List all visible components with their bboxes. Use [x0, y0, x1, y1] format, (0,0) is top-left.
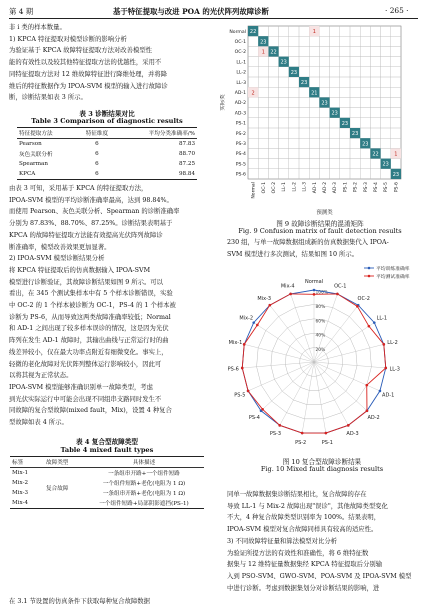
text-line: 同特征提取方法对 12 维故障特征进行降维处理，并将降 [9, 70, 168, 78]
text-line: 能的有效性以及较其他特征提取方法的优越性，采用不 [9, 59, 162, 67]
table-cell: 6 [95, 161, 99, 167]
matrix-col-label: OC-1 [261, 182, 267, 194]
matrix-row-label: LL-1 [236, 60, 246, 66]
radar-point [325, 432, 328, 435]
text-line: 和 AD-1 之间出现了较多样本误诊的情况，这是因为光伏 [9, 325, 169, 333]
text-line: 由表 3 可知，采用基于 KPCA 的特征提取方法， [9, 185, 148, 192]
matrix-row-label: AD-2 [234, 101, 246, 107]
fig10-caption: 图 10 复合型故障诊断结果 [282, 458, 362, 466]
running-title: 基于特征提取与改进 POA 的光伏阵列故障诊断 [113, 7, 269, 16]
left-body-text [9, 183, 205, 429]
right-intro-text [227, 237, 420, 260]
radar-point [382, 343, 385, 346]
table-row [17, 139, 197, 150]
radar-point [347, 424, 350, 427]
text-line: 轻微的老化故障对光伏阵列整体运行影响较小，因此可 [9, 360, 162, 368]
text-line: 入到 PSO-SVM、GWO-SVM、POA-SVM 及 IPOA-SVM 模型 [227, 572, 412, 580]
radar-category-label: LL-1 [376, 315, 388, 322]
text-line: 中 OC-2 的 1 个样本被诊断为 OC-1，PS-4 的 1 个样本被 [9, 302, 176, 310]
matrix-diagonal-value: 23 [341, 120, 349, 127]
radar-point [278, 424, 281, 427]
table-cell: Mix-4 [12, 500, 29, 506]
radar-point [247, 390, 250, 393]
radar-category-label: Normal [304, 279, 324, 285]
radar-point [356, 305, 359, 308]
matrix-error-value: 1 [394, 151, 398, 158]
radar-category-label: PS-6 [227, 366, 239, 373]
left-intro-text [9, 22, 205, 104]
table4-title-en: Table 4 mixed fault types [60, 446, 154, 454]
table3-header: 特征提取方法 [17, 128, 76, 139]
radar-category-label: LL-3 [389, 366, 400, 373]
matrix-col-label: OC-2 [272, 182, 277, 194]
matrix-row-label: LL-2 [236, 70, 246, 76]
matrix-diagonal-value: 23 [280, 59, 287, 66]
matrix-row-label: LL-3 [236, 80, 246, 86]
table3-header: 平均分类准确率/% [118, 128, 197, 139]
table3 [17, 127, 197, 180]
radar-category-label: OC-2 [357, 296, 370, 303]
radar-spoke [314, 362, 367, 411]
radar-point [268, 304, 271, 307]
radar-tick-label: 20% [315, 348, 326, 354]
table4-title: 表 4 复合型故障类型 [76, 438, 138, 446]
text-line: 模型进行诊断验证，其故障诊断结果如图 9 所示。可以 [9, 278, 163, 286]
radar-category-label: Mix-4 [280, 283, 295, 290]
radar-spoke [261, 362, 314, 411]
radar-point [261, 408, 264, 411]
issue-number: 第 4 期 [9, 7, 34, 16]
matrix-diagonal-value: 22 [372, 151, 379, 158]
text-line: 同单一故障数据集诊断结果相比，复合故障的存在 [227, 491, 367, 498]
table-row [17, 169, 197, 179]
radar-point [256, 324, 259, 327]
fig9-caption: 图 9 故障诊断结果的混淆矩阵 [276, 220, 364, 228]
matrix-row-label: PS-4 [235, 152, 246, 158]
matrix-row-label: OC-2 [234, 50, 246, 56]
table-cell: 87.25 [178, 161, 195, 167]
legend-marker [368, 275, 371, 278]
text-line: 中进行诊断。考虑到数据集划分对诊断结果的影响，进 [227, 584, 380, 592]
table-cell: 复合故障 [46, 486, 69, 492]
matrix-diagonal-value: 23 [331, 110, 338, 117]
radar-category-label: PS-1 [321, 439, 333, 446]
radar-point [252, 321, 255, 324]
text-line: 非 i 类的样本数量。 [9, 24, 66, 31]
matrix-col-label: AD-1 [312, 182, 318, 194]
text-line: 分别为 87.83%、88.70%、87.25%。诊断结果表明基于 [9, 220, 173, 228]
table-cell: KPCA [19, 171, 36, 177]
matrix-col-label: PS-5 [384, 182, 390, 193]
radar-spoke [244, 344, 314, 362]
text-line: 断，诊断结果如表 3 所示。 [9, 94, 87, 102]
matrix-row-label: PS-2 [235, 131, 246, 137]
matrix-col-label: AD-2 [323, 182, 328, 194]
legend-marker [368, 267, 371, 270]
radar-category-label: PS-4 [248, 414, 261, 421]
matrix-row-label: AD-1 [234, 91, 246, 96]
table4-header: 标签 [10, 457, 44, 468]
radar-spoke [314, 344, 384, 362]
matrix-col-label: PS-3 [363, 182, 369, 193]
matrix-col-label: LL-1 [282, 182, 288, 192]
radar-category-label: Mix-3 [257, 296, 272, 303]
table-cell: Pearson [19, 141, 42, 147]
text-line: 230 组，与单一故障数据组成新的仿真数据集代入 IPOA- [227, 239, 389, 246]
text-line: 诊断为 PS-6，从而导致这两类故障准确率较低；Normal [9, 313, 171, 321]
table-cell: 灰色关联分析 [19, 152, 53, 158]
matrix-col-label: LL-2 [292, 182, 298, 192]
section-heading: 3) 不同故障特征量和算法模型对比分析 [227, 537, 338, 545]
table3-title-en: Table 3 Comparison of diagnostic results [31, 117, 183, 125]
radar-category-label: AD-2 [367, 414, 380, 421]
right-body-text [227, 489, 420, 594]
text-line: 将 KPCA 特征提取后的仿真数据输入 IPOA-SVM [9, 266, 151, 274]
radar-spoke [314, 323, 374, 362]
matrix-col-label: AD-3 [333, 182, 339, 194]
matrix-diagonal-value: 23 [362, 141, 369, 148]
table-cell: 一条组串开路+老化(电阻为 1 Ω) [102, 491, 186, 497]
table-cell: 6 [95, 151, 99, 157]
text-line: KPCA 的故障特征提取方法能有效提高光伏阵列故障诊 [9, 231, 163, 239]
radar-tick-label: 80% [315, 304, 326, 310]
table-cell: 一个组件短路+局部阴影遮挡(PS-1) [99, 501, 189, 507]
radar-spoke [270, 305, 314, 362]
table-cell: 一个组件短路+老化(电阻为 1 Ω) [102, 481, 186, 487]
text-line: 以将其视为正常状态。 [9, 372, 73, 380]
text-line: IPOA-SVM 模型的平均诊断准确率最高，达到 98.84%。 [9, 196, 173, 204]
radar-category-label: AD-3 [346, 431, 359, 438]
confusion-matrix-figure [220, 22, 420, 218]
text-line: IPOA-SVM 模型能够准确识别单一故障类型，考虑 [9, 383, 153, 391]
radar-point [243, 343, 246, 346]
matrix-row-label: PS-6 [235, 172, 246, 178]
text-line: 而使用 Pearson、灰色关联分析、Spearman 的诊断准确率 [9, 208, 180, 216]
radar-spoke [314, 362, 386, 368]
matrix-diagonal-value: 23 [300, 80, 308, 87]
text-line: 为验证所提方法的有效性和准确性，将 6 维特征数 [227, 549, 369, 557]
table-cell: 87.83 [178, 141, 195, 147]
radar-point [365, 384, 368, 387]
text-line: 到光伏实际运行中可能会出现不同组串支路同时发生不 [9, 395, 162, 403]
table3-header: 特征维度 [76, 128, 118, 139]
matrix-error-value: 2 [251, 90, 255, 97]
radar-category-label: AD-1 [382, 392, 395, 399]
radar-tick-label: 60% [315, 319, 326, 325]
radar-point [384, 367, 387, 370]
table-row [10, 468, 204, 479]
matrix-diagonal-value: 23 [382, 161, 389, 168]
radar-category-label: Mix-1 [228, 340, 243, 347]
radar-category-label: LL-2 [387, 340, 398, 347]
matrix-col-label: LL-3 [302, 182, 308, 192]
radar-tick-label: 100% [315, 290, 329, 296]
radar-point [241, 367, 244, 370]
matrix-diagonal-value: 23 [351, 131, 359, 138]
radar-spoke [314, 362, 380, 391]
radar-point [313, 289, 316, 292]
table-cell: 一条组串开路+一个组件短路 [108, 471, 180, 477]
table4-header: 具体描述 [84, 457, 204, 468]
table-cell: Mix-2 [12, 480, 29, 486]
matrix-x-axis-title: 预测类 [316, 210, 333, 216]
legend-label: 平均训练准确率 [376, 266, 410, 272]
radar-point [336, 293, 339, 296]
text-line: 阵列在发生 AD-1 故障时，其输出曲线与正常运行时的曲 [9, 337, 169, 345]
table-cell: Mix-3 [12, 490, 29, 496]
section-heading: 1) KPCA 特征提取对模型诊断的影响分析 [9, 35, 127, 43]
matrix-diagonal-value: 23 [290, 69, 298, 76]
matrix-y-axis-title: 实际类 [220, 94, 226, 111]
matrix-diagonal-value: 22 [270, 49, 277, 56]
matrix-diagonal-value: 21 [311, 90, 318, 97]
page-number: · 265 · [385, 6, 409, 15]
text-line: 同故障的复合型故障(mixed fault，Mix)，设置 4 种复合 [9, 407, 172, 415]
matrix-col-label: PS-1 [343, 182, 349, 193]
radar-category-label: PS-2 [295, 439, 307, 446]
radar-spoke [291, 294, 314, 362]
table4 [10, 456, 204, 509]
matrix-row-label: AD-3 [234, 111, 246, 117]
matrix-diagonal-value: 22 [249, 29, 257, 36]
table-row [10, 498, 204, 508]
matrix-row-label: PS-3 [235, 142, 246, 147]
table-cell: 88.70 [178, 151, 195, 157]
text-line: 导致 LL-1 与 Mix-2 故障出现"误诊"，其他故障类型变化 [227, 502, 388, 510]
text-line: 看出，在 345 个测试集样本中有 5 个样本诊断错误，实验 [9, 290, 173, 298]
radar-spoke [254, 323, 314, 362]
matrix-col-label: PS-6 [394, 182, 400, 193]
table-cell: Spearman [19, 161, 48, 167]
table-row [17, 149, 197, 159]
section-heading: 2) IPOA-SVM 模型诊断结果分析 [9, 255, 105, 263]
matrix-col-label: PS-4 [374, 182, 379, 193]
matrix-row-label: Normal [229, 29, 246, 35]
legend-label: 平均测试准确率 [376, 274, 410, 280]
text-line: SVM 模型进行多次测试，结果如图 10 所示。 [227, 250, 359, 258]
matrix-diagonal-value: 23 [392, 171, 400, 178]
table3-title: 表 3 诊断结果对比 [79, 110, 135, 118]
table4-header: 故障类型 [44, 457, 84, 468]
radar-point [313, 293, 316, 296]
text-line: 据集与 12 维特征量数据集经 KPCA 特征提取后分别输 [227, 561, 383, 569]
radar-point [366, 409, 369, 412]
radar-point [301, 432, 304, 435]
text-line: IPOA-SVM 模型对复合故障同样具有较高的适应性。 [227, 526, 378, 534]
matrix-col-label: PS-2 [353, 182, 359, 193]
table-row [10, 478, 204, 488]
header-rule [9, 18, 418, 19]
table-row [17, 159, 197, 169]
radar-point [368, 325, 371, 328]
text-line: 不大，4 种复合故障类型识别率为 100%。结果表明， [227, 514, 381, 522]
text-line: 型故障如表 4 所示。 [9, 419, 68, 427]
matrix-row-label: PS-5 [235, 162, 246, 168]
text-line: 为验证基于 KPCA 故障特征提取方法对改善模型性 [9, 47, 153, 55]
matrix-row-label: OC-1 [234, 40, 246, 45]
text-line: 维后的特征数据作为 IPOA-SVM 模型的输入进行故障诊 [9, 82, 168, 90]
radar-spoke [248, 362, 314, 391]
text-line: 在 3.1 节设置的仿真条件下获取每种复合故障数据 [9, 598, 150, 605]
table-cell: Mix-1 [12, 470, 29, 476]
radar-spoke [242, 362, 314, 368]
matrix-error-value: 1 [261, 49, 265, 56]
text-line: 线差异较小，仅在最大功率点附近有细微变化。事实上， [9, 348, 168, 356]
radar-category-label: Mix-2 [239, 315, 254, 322]
radar-point [289, 293, 292, 296]
matrix-row-label: PS-1 [235, 121, 246, 127]
matrix-error-value: 1 [312, 29, 316, 36]
radar-category-label: PS-5 [234, 392, 246, 399]
radar-point [379, 390, 382, 393]
matrix-diagonal-value: 23 [321, 100, 328, 107]
table-row [10, 488, 204, 498]
table-cell: 6 [95, 141, 99, 147]
radar-category-label: OC-1 [334, 283, 347, 290]
fig10-caption-en: Fig. 10 Mixed fault diagnosis results [260, 465, 384, 473]
radar-tick-label: 40% [315, 333, 326, 339]
radar-category-label: PS-3 [269, 431, 282, 438]
radar-chart [224, 262, 420, 454]
matrix-diagonal-value: 23 [260, 39, 267, 46]
matrix-col-label: Normal [251, 182, 257, 199]
table-cell: 6 [95, 171, 99, 177]
fig9-caption-en: Fig. 9 Confusion matrix of fault detection results [238, 227, 402, 235]
table-cell: 98.84 [178, 171, 195, 177]
text-line: 断准确率，模型改善效果更加显著。 [9, 243, 111, 251]
radar-point [373, 321, 376, 324]
